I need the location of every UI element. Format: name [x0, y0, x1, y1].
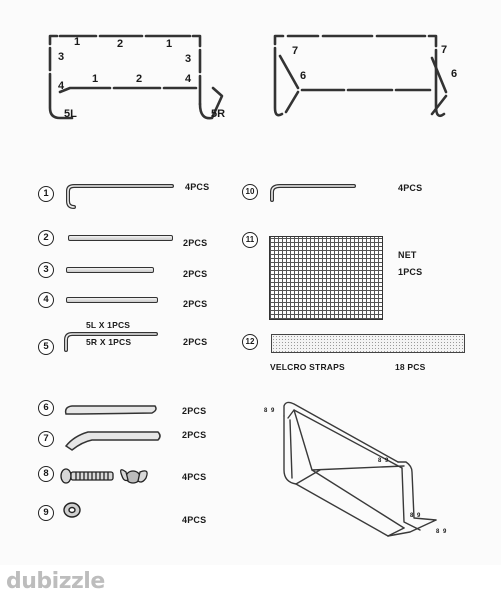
frame-number-label: 2: [136, 73, 143, 85]
goal-callout-label: 8: [378, 458, 382, 464]
part-number-badge: 6: [38, 400, 54, 416]
frame-number-label: 6: [451, 68, 458, 80]
part-quantity: 4PCS: [182, 472, 207, 482]
frame-number-label: 4: [185, 73, 192, 85]
part-number-badge: 4: [38, 292, 54, 308]
part-variant-label: 5R X 1PCS: [86, 337, 132, 347]
part-number-badge: 8: [38, 466, 54, 482]
frame-number-label: 1: [74, 36, 81, 48]
goal-callout-label: 9: [417, 513, 421, 519]
goal-callout-label: 9: [385, 458, 389, 464]
part-variant-label: 5L X 1PCS: [86, 320, 131, 330]
part-number-badge: 1: [38, 186, 54, 202]
part-number-badge: 10: [242, 184, 258, 200]
frame-end-label: 5L: [64, 108, 77, 120]
frame-number-label: 1: [166, 38, 173, 50]
frame-number-label: 7: [441, 44, 448, 56]
frame-number-label: 3: [58, 51, 65, 63]
part-quantity: 2PCS: [182, 406, 207, 416]
frame-number-label: 1: [92, 73, 99, 85]
part-number-badge: 7: [38, 431, 54, 447]
part-number-badge: 2: [38, 230, 54, 246]
part-number-badge: 5: [38, 339, 54, 355]
part-quantity: 18 PCS: [395, 362, 426, 372]
goal-callout-label: 8: [436, 529, 440, 535]
frame-number-label: 6: [300, 70, 307, 82]
footer-watermark-bar: [0, 565, 501, 600]
part-quantity: 2PCS: [183, 299, 208, 309]
part-number-badge: 11: [242, 232, 258, 248]
part-quantity: 2PCS: [183, 269, 208, 279]
tube-part-4: [66, 297, 158, 303]
part-quantity: 2PCS: [183, 337, 208, 347]
part-quantity: 1PCS: [398, 267, 423, 277]
goal-callout-label: 9: [271, 408, 275, 414]
part-number-badge: 12: [242, 334, 258, 350]
part-name: NET: [398, 250, 417, 260]
part-quantity: 4PCS: [398, 183, 423, 193]
goal-callout-label: 8: [410, 513, 414, 519]
brand-logo: dubizzle: [6, 569, 105, 594]
part-name: VELCRO STRAPS: [270, 362, 345, 372]
net-illustration: [269, 236, 383, 320]
frame-number-label: 4: [58, 80, 65, 92]
frame-number-label: 3: [185, 53, 192, 65]
part-number-badge: 9: [38, 505, 54, 521]
part-number-badge: 3: [38, 262, 54, 278]
tube-part-3: [66, 267, 154, 273]
velcro-strap-illustration: [271, 334, 465, 353]
frame-number-label: 7: [292, 45, 299, 57]
goal-callout-label: 8: [264, 408, 268, 414]
goal-callout-label: 9: [443, 529, 447, 535]
part-quantity: 2PCS: [183, 238, 208, 248]
part-quantity: 4PCS: [185, 182, 210, 192]
part-quantity: 2PCS: [182, 430, 207, 440]
frame-number-label: 2: [117, 38, 124, 50]
tube-part-2: [68, 235, 173, 241]
part-quantity: 4PCS: [182, 515, 207, 525]
frame-end-label: 5R: [211, 108, 226, 120]
